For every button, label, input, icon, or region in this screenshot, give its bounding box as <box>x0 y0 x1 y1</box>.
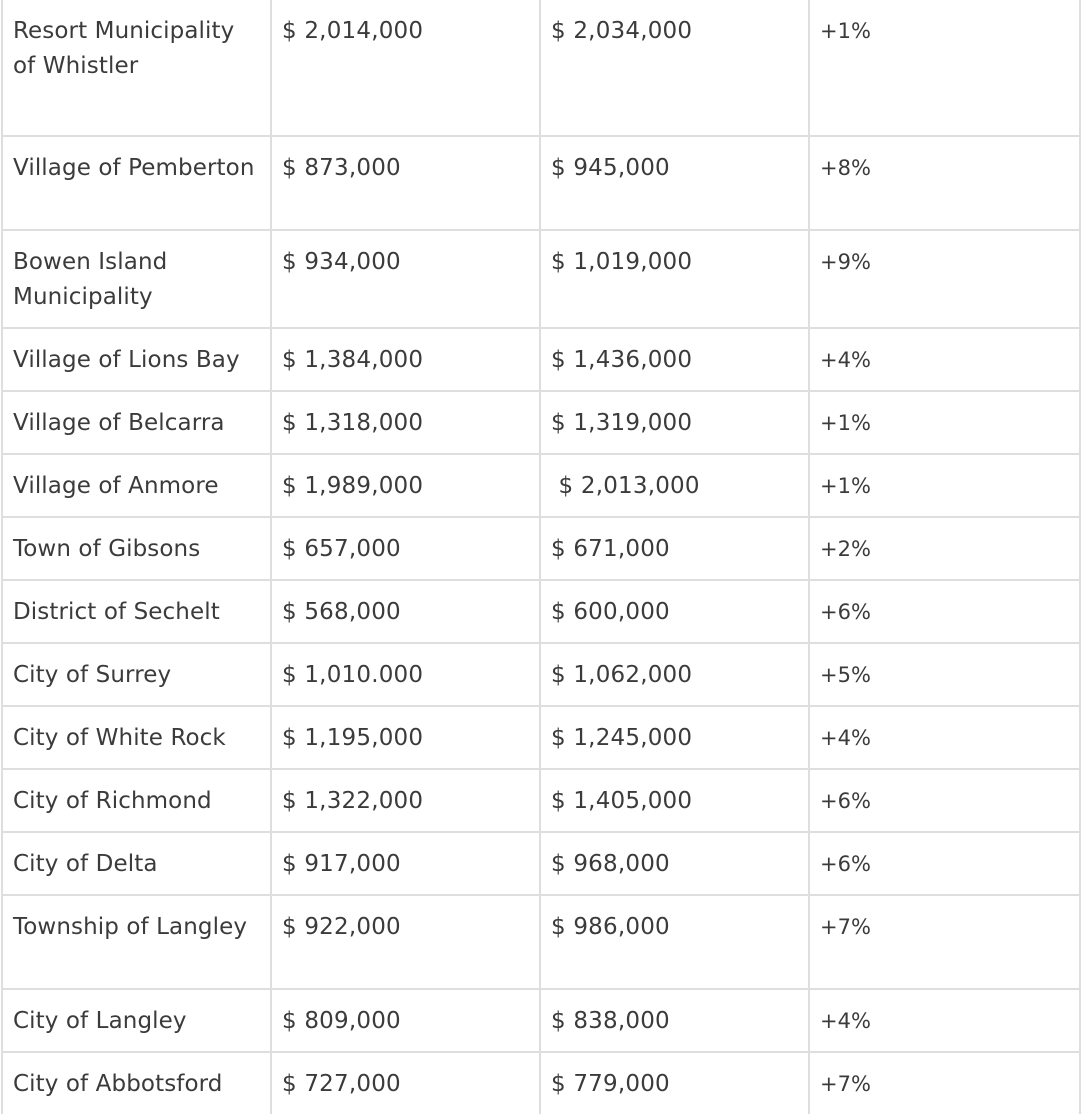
value-cell: $ 968,000 <box>540 832 809 895</box>
value-cell: $ 838,000 <box>540 989 809 1052</box>
value-cell: $ 2,013,000 <box>540 454 809 517</box>
municipality-cell: City of Richmond <box>2 769 271 832</box>
change-cell: +7% <box>809 1052 1080 1114</box>
change-cell: +4% <box>809 989 1080 1052</box>
value-cell: $ 779,000 <box>540 1052 809 1114</box>
municipality-cell: City of Langley <box>2 989 271 1052</box>
change-cell: +1% <box>809 454 1080 517</box>
value-cell: $ 1,062,000 <box>540 643 809 706</box>
assessment-values-table <box>1 0 1081 1114</box>
value-cell: $ 934,000 <box>271 230 540 328</box>
municipality-cell: City of Delta <box>2 832 271 895</box>
table-row <box>2 391 1080 454</box>
municipality-cell: City of Abbotsford <box>2 1052 271 1114</box>
table-row <box>2 643 1080 706</box>
municipality-cell: Village of Belcarra <box>2 391 271 454</box>
table-row <box>2 517 1080 580</box>
table-row <box>2 454 1080 517</box>
municipality-cell: Resort Municipality of Whistler <box>2 0 271 136</box>
municipality-cell: Village of Anmore <box>2 454 271 517</box>
value-cell: $ 1,019,000 <box>540 230 809 328</box>
value-cell: $ 1,436,000 <box>540 328 809 391</box>
change-cell: +8% <box>809 136 1080 230</box>
table-row <box>2 328 1080 391</box>
table-row <box>2 706 1080 769</box>
table-row <box>2 580 1080 643</box>
value-cell: $ 1,318,000 <box>271 391 540 454</box>
municipality-cell: Bowen Island Municipality <box>2 230 271 328</box>
value-cell: $ 922,000 <box>271 895 540 989</box>
value-cell: $ 986,000 <box>540 895 809 989</box>
value-cell: $ 727,000 <box>271 1052 540 1114</box>
value-cell: $ 657,000 <box>271 517 540 580</box>
value-cell: $ 1,322,000 <box>271 769 540 832</box>
municipality-cell: Village of Lions Bay <box>2 328 271 391</box>
value-cell: $ 1,319,000 <box>540 391 809 454</box>
value-cell: $ 809,000 <box>271 989 540 1052</box>
change-cell: +1% <box>809 391 1080 454</box>
change-cell: +4% <box>809 706 1080 769</box>
value-cell: $ 1,245,000 <box>540 706 809 769</box>
value-cell: $ 1,989,000 <box>271 454 540 517</box>
value-cell: $ 945,000 <box>540 136 809 230</box>
value-cell: $ 671,000 <box>540 517 809 580</box>
table-row <box>2 136 1080 230</box>
value-cell: $ 1,195,000 <box>271 706 540 769</box>
change-cell: +1% <box>809 0 1080 136</box>
table-row <box>2 989 1080 1052</box>
value-cell: $ 1,010.000 <box>271 643 540 706</box>
change-cell: +5% <box>809 643 1080 706</box>
table-row <box>2 0 1080 136</box>
table-row <box>2 230 1080 328</box>
change-cell: +6% <box>809 769 1080 832</box>
value-cell: $ 600,000 <box>540 580 809 643</box>
value-cell: $ 1,384,000 <box>271 328 540 391</box>
table-row <box>2 832 1080 895</box>
municipality-cell: City of White Rock <box>2 706 271 769</box>
change-cell: +2% <box>809 517 1080 580</box>
value-cell: $ 2,014,000 <box>271 0 540 136</box>
municipality-cell: Township of Langley <box>2 895 271 989</box>
value-cell: $ 1,405,000 <box>540 769 809 832</box>
value-cell: $ 917,000 <box>271 832 540 895</box>
table-row <box>2 1052 1080 1114</box>
value-cell: $ 873,000 <box>271 136 540 230</box>
change-cell: +6% <box>809 832 1080 895</box>
change-cell: +7% <box>809 895 1080 989</box>
value-cell: $ 2,034,000 <box>540 0 809 136</box>
table-row <box>2 895 1080 989</box>
municipality-cell: District of Sechelt <box>2 580 271 643</box>
value-cell: $ 568,000 <box>271 580 540 643</box>
change-cell: +9% <box>809 230 1080 328</box>
table-row <box>2 769 1080 832</box>
municipality-cell: Village of Pemberton <box>2 136 271 230</box>
municipality-cell: City of Surrey <box>2 643 271 706</box>
municipality-cell: Town of Gibsons <box>2 517 271 580</box>
change-cell: +6% <box>809 580 1080 643</box>
change-cell: +4% <box>809 328 1080 391</box>
